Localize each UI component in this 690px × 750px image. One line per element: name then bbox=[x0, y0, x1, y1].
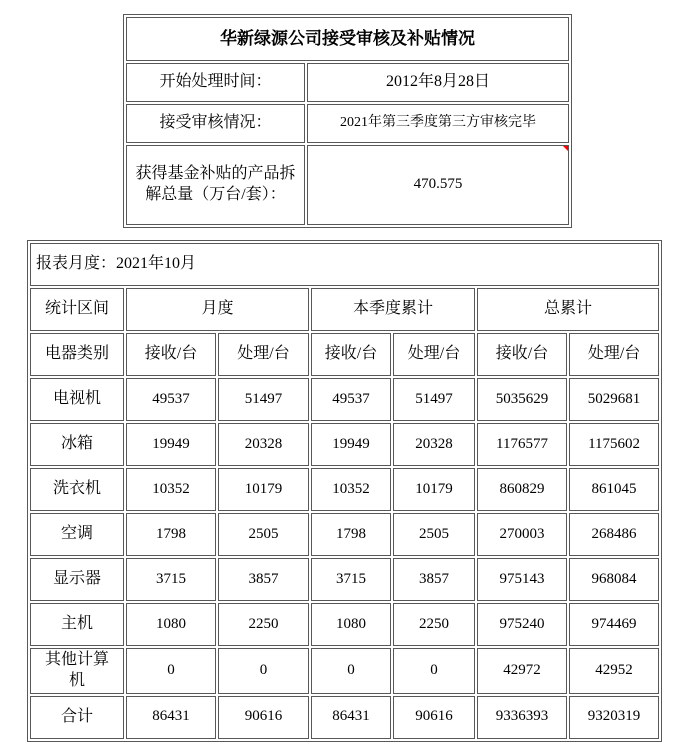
header-quarterly: 本季度累计 bbox=[311, 288, 475, 331]
header-category: 电器类别 bbox=[30, 333, 124, 376]
cell-value: 0 bbox=[393, 648, 475, 694]
cell-value: 51497 bbox=[393, 378, 475, 421]
cell-value: 2505 bbox=[218, 513, 309, 556]
cell-value: 270003 bbox=[477, 513, 567, 556]
summary-title-row bbox=[126, 17, 569, 61]
sub-header-row bbox=[30, 333, 659, 376]
table-row-other-computer bbox=[30, 648, 659, 694]
summary-label-subsidy-total: 获得基金补贴的产品拆解总量（万台/套）： bbox=[126, 145, 305, 225]
cell-value: 1798 bbox=[311, 513, 391, 556]
header-stat-range: 统计区间 bbox=[30, 288, 124, 331]
cell-value: 975240 bbox=[477, 603, 567, 646]
cell-value: 1798 bbox=[126, 513, 216, 556]
cell-value: 3857 bbox=[393, 558, 475, 601]
header-processed-quarterly: 处理/台 bbox=[393, 333, 475, 376]
cell-value: 3715 bbox=[311, 558, 391, 601]
table-row-monitor bbox=[30, 558, 659, 601]
cell-value: 90616 bbox=[218, 696, 309, 739]
header-processed-total: 处理/台 bbox=[569, 333, 659, 376]
cell-value: 860829 bbox=[477, 468, 567, 511]
table-row-washer bbox=[30, 468, 659, 511]
cell-value: 2250 bbox=[218, 603, 309, 646]
summary-label-audit-status: 接受审核情况： bbox=[126, 104, 305, 143]
header-monthly: 月度 bbox=[126, 288, 309, 331]
cell-value: 86431 bbox=[126, 696, 216, 739]
summary-label-start-time: 开始处理时间： bbox=[126, 63, 305, 102]
table-row-fridge bbox=[30, 423, 659, 466]
page bbox=[0, 14, 690, 742]
cell-value: 2250 bbox=[393, 603, 475, 646]
cell-value: 0 bbox=[126, 648, 216, 694]
row-category: 冰箱 bbox=[30, 423, 124, 466]
table-row-total bbox=[30, 696, 659, 739]
report-month-label: 报表月度：2021年10月 bbox=[30, 243, 659, 286]
header-received-total: 接收/台 bbox=[477, 333, 567, 376]
table-row-host bbox=[30, 603, 659, 646]
table-row-tv bbox=[30, 378, 659, 421]
cell-value: 975143 bbox=[477, 558, 567, 601]
cell-value: 51497 bbox=[218, 378, 309, 421]
row-category: 洗衣机 bbox=[30, 468, 124, 511]
report-table bbox=[27, 240, 662, 742]
table-row bbox=[126, 63, 569, 102]
row-category: 显示器 bbox=[30, 558, 124, 601]
cell-value: 20328 bbox=[393, 423, 475, 466]
row-category: 合计 bbox=[30, 696, 124, 739]
cell-value: 1080 bbox=[311, 603, 391, 646]
cell-value: 3715 bbox=[126, 558, 216, 601]
cell-value: 10352 bbox=[126, 468, 216, 511]
header-processed-monthly: 处理/台 bbox=[218, 333, 309, 376]
cell-value: 10352 bbox=[311, 468, 391, 511]
table-row-aircon bbox=[30, 513, 659, 556]
cell-value: 86431 bbox=[311, 696, 391, 739]
row-category: 其他计算机 bbox=[30, 648, 124, 694]
cell-value: 974469 bbox=[569, 603, 659, 646]
row-category: 空调 bbox=[30, 513, 124, 556]
cell-value: 0 bbox=[218, 648, 309, 694]
header-received-quarterly: 接收/台 bbox=[311, 333, 391, 376]
cell-value: 9336393 bbox=[477, 696, 567, 739]
cell-value: 9320319 bbox=[569, 696, 659, 739]
cell-value: 5035629 bbox=[477, 378, 567, 421]
subsidy-total-value: 470.575 bbox=[413, 176, 463, 193]
row-category: 电视机 bbox=[30, 378, 124, 421]
summary-value-audit-status: 2021年第三季度第三方审核完毕 bbox=[307, 104, 569, 143]
cell-value: 49537 bbox=[311, 378, 391, 421]
row-category: 主机 bbox=[30, 603, 124, 646]
cell-value: 42952 bbox=[569, 648, 659, 694]
cell-value: 10179 bbox=[393, 468, 475, 511]
table-row bbox=[126, 104, 569, 143]
summary-table bbox=[123, 14, 572, 228]
cell-value: 49537 bbox=[126, 378, 216, 421]
comment-marker-icon bbox=[563, 146, 568, 151]
header-received-monthly: 接收/台 bbox=[126, 333, 216, 376]
group-header-row bbox=[30, 288, 659, 331]
cell-value: 1080 bbox=[126, 603, 216, 646]
table-row bbox=[126, 145, 569, 225]
cell-value: 2505 bbox=[393, 513, 475, 556]
summary-value-subsidy-total bbox=[307, 145, 569, 225]
report-month-row bbox=[30, 243, 659, 286]
cell-value: 20328 bbox=[218, 423, 309, 466]
cell-value: 42972 bbox=[477, 648, 567, 694]
header-total: 总累计 bbox=[477, 288, 659, 331]
cell-value: 10179 bbox=[218, 468, 309, 511]
cell-value: 1175602 bbox=[569, 423, 659, 466]
cell-value: 3857 bbox=[218, 558, 309, 601]
cell-value: 90616 bbox=[393, 696, 475, 739]
cell-value: 19949 bbox=[126, 423, 216, 466]
cell-value: 968084 bbox=[569, 558, 659, 601]
cell-value: 19949 bbox=[311, 423, 391, 466]
cell-value: 861045 bbox=[569, 468, 659, 511]
cell-value: 5029681 bbox=[569, 378, 659, 421]
summary-title: 华新绿源公司接受审核及补贴情况 bbox=[126, 17, 569, 61]
cell-value: 1176577 bbox=[477, 423, 567, 466]
summary-value-start-time: 2012年8月28日 bbox=[307, 63, 569, 102]
cell-value: 268486 bbox=[569, 513, 659, 556]
cell-value: 0 bbox=[311, 648, 391, 694]
